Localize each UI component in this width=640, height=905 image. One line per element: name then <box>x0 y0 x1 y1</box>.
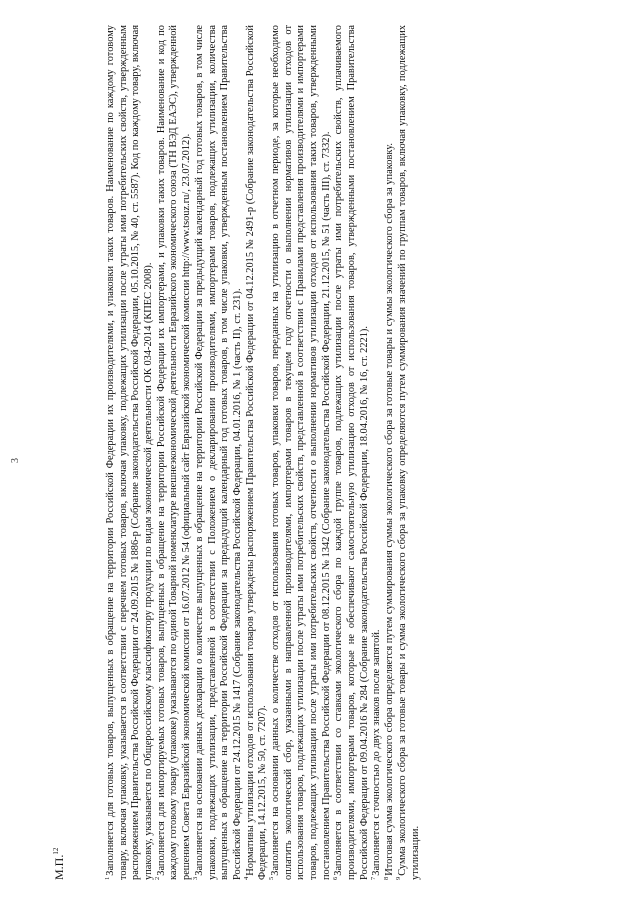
footnote-text: Заполняется с точностью до двух знаков после запятой. <box>371 629 383 876</box>
footnote <box>194 25 245 880</box>
footnote <box>270 25 333 880</box>
footnotes <box>105 25 422 880</box>
footnote-text: Заполняется в соответствии со ставками экологического сбора по каждой группе товаров, подлежащих утилизации после утраты ими потребительских свойств, уплачиваемого производителями, импортерами товаров, которые не обеспечивают самостоятельную утилизацию отходов от использования товаров, утвержденными постановлением Правительства Российской Федерации от 09.04.2016 № 284 (Собрание законодательства Российской Федерации, 18.04.2016, № 16, ст. 2221). <box>333 25 370 880</box>
footnote-number: 2 <box>154 876 162 880</box>
page-number: 3 <box>10 458 21 463</box>
footnote-number: 1 <box>103 876 111 880</box>
footnote-text: Заполняется для импортируемых готовых товаров, выпущенных в обращение на территории Российской Федерации их импортерами, и упаковки таких товаров. Наименование и код по каждому готовому товару (упаковке) указываются по единой Товарной номенклатуре внешнеэкономической деятельности Евразийского экономического союза (ТН ВЭД ЕАЭС), утвержденной решением Совета Евразийской экономической комиссии от 16.07.2012 № 54 (официальный сайт Евразийской экономической комиссии http://www.tsouz.ru/, 23.07.2012). <box>155 25 193 880</box>
footnote-text: Заполняется на основании данных декларации о количестве выпущенных в обращение на территории Российской Федерации за предыдущий календарный год готовых товаров, в том числе упаковки, подлежащих утилизации, представленной в соответствии с Положением о декларировании производителями, импортерами товаров, подлежащих утилизации, количества выпущенных в обращение на территории Российской Федерации за предыдущий календарный год готовых товаров, в том числе упаковки, утвержденным постановлением Правительства Российской Федерации от 24.12.2015 № 1417 (Собрание законодательства Российской Федерации, 04.01.2016, № 1 (часть II), ст. 231). <box>193 25 243 880</box>
footnote <box>105 25 156 880</box>
footnote-text: Сумма экологического сбора за готовые товары и сумма экологического сбора за упаковку определяются путем суммирования значений по группам товаров, включая упаковку, подлежащих утилизации. <box>396 25 421 880</box>
footnote-number: 7 <box>369 876 377 880</box>
mp-footnote-ref: 12 <box>52 847 60 855</box>
footnote <box>384 25 397 880</box>
footnote-text: Нормативы утилизации отходов от использования товаров утверждены распоряжением Правительства Российской Федерации от 04.12.2015 № 2491-р (Собрание законодательства Российской Федерации, 14.12.2015, № 50, ст. 7207). <box>244 25 269 880</box>
footnote-text: Итоговая сумма экологического сбора определяется путем суммирования суммы экологического сбора за готовые товары и суммы экологического сбора за упаковку. <box>384 142 396 876</box>
footnote-number: 8 <box>382 876 390 880</box>
footnote <box>156 25 194 880</box>
footnote <box>371 25 384 880</box>
stamp-place-label <box>52 848 67 880</box>
footnote-number: 3 <box>192 876 200 880</box>
footnote-number: 6 <box>331 876 339 880</box>
footnote-number: 9 <box>395 876 403 880</box>
footnote-number: 4 <box>243 876 251 880</box>
footnote <box>245 25 270 880</box>
footnote <box>397 25 422 880</box>
footnote <box>333 25 371 880</box>
footnote-text: Заполняется для готовых товаров, выпущенных в обращение на территории Российской Федерации их производителями, и упаковки таких товаров. Наименование по каждому готовому товару, включая упаковку, указывается в соответствии с перечнем готовых товаров, включая упаковку, подлежащих утилизации после утраты ими потребительских свойств, утвержденным распоряжением Правительства Российской Федерации от 24.09.2015 № 1886-р (Собрание законодательства Российской Федерации, 05.10.2015, № 40, ст. 5587). Код по каждому товару, включая упаковку, указывается по Общероссийскому классификатору продукции по видам экономической деятельности ОК 034-2014 (КПЕС 2008). <box>105 25 155 880</box>
footnote-number: 5 <box>268 876 276 880</box>
footnote-text: Заполняется на основании данных о количестве отходов от использования готовых товаров, упаковки товаров, переданных на утилизацию в отчетном периоде, за которые необходимо оплатить экологический сбор, указанными в направленной производителями, импортерами товаров в текущем году отчетности о выполнении нормативов утилизации отходов от использования товаров, подлежащих утилизации после утраты ими потребительских свойств, представленной в соответствии с Правилами представления производителями и импортерами товаров, подлежащих утилизации после утраты ими потребительских свойств, отчетности о выполнении нормативов утилизации отходов от использования таких товаров, утвержденными постановлением Правительства Российской Федерации от 08.12.2015 № 1342 (Собрание законодательства Российской Федерации, 21.12.2015, № 51 (часть III), ст. 7332). <box>269 25 332 880</box>
mp-label: М.П. <box>52 854 66 880</box>
